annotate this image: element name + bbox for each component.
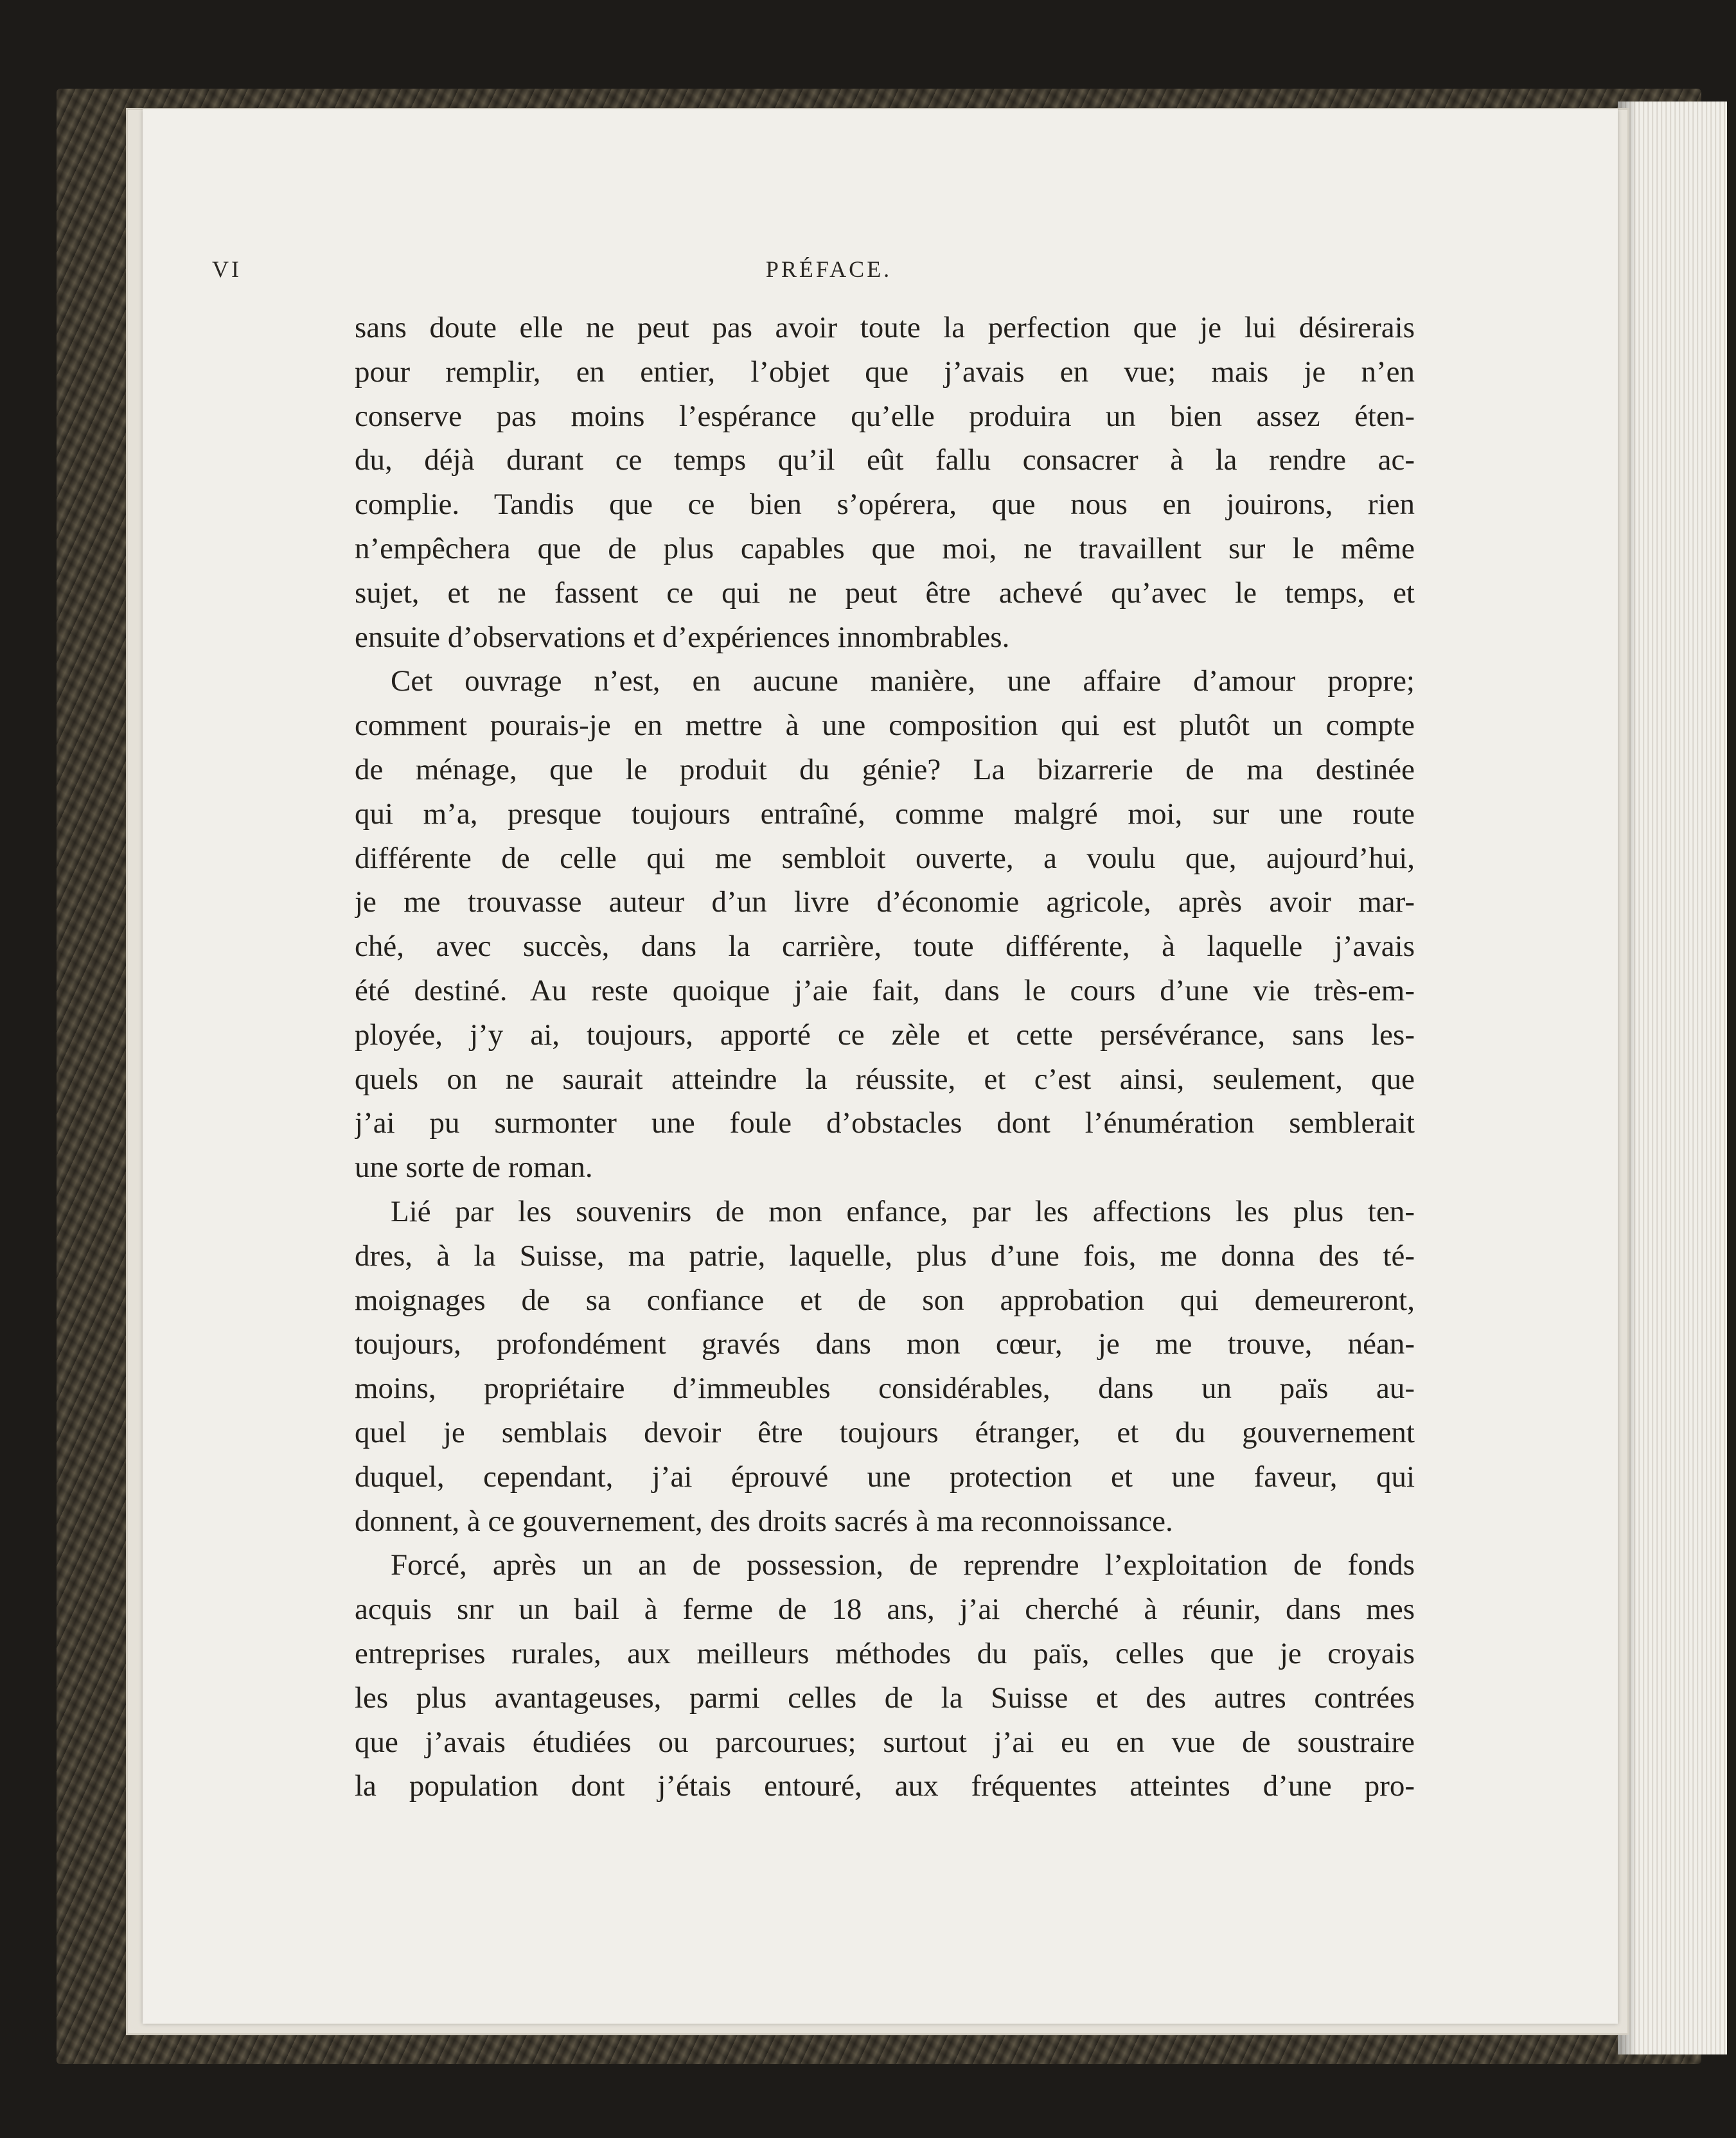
text-line: n’empêchera que de plus capables que moi, ne travaillent sur le même [355,531,1415,565]
body-text [355,306,1415,1808]
text-line: donnent, à ce gouvernement, des droits sacrés à ma reconnoissance. [355,1504,1173,1538]
text-line: Forcé, après un an de possession, de reprendre l’exploitation de fonds [391,1548,1415,1582]
text-line: quels on ne saurait atteindre la réussite, et c’est ainsi, seulement, que [355,1062,1415,1096]
text-line: été destiné. Au reste quoique j’aie fait, dans le cours d’une vie très-em- [355,973,1415,1007]
text-line: toujours, profondément gravés dans mon cœur, je me trouve, néan- [355,1327,1415,1361]
text-line: une sorte de roman. [355,1151,593,1185]
text-line: qui m’a, presque toujours entraîné, comme malgré moi, sur une route [355,797,1415,831]
text-line: quel je semblais devoir être toujours étranger, et du gouvernement [355,1415,1415,1449]
text-line: j’ai pu surmonter une foule d’obstacles dont l’énumération semblerait [355,1106,1415,1140]
text-line: ensuite d’observations et d’expériences innombrables. [355,620,1010,654]
text-line: acquis snr un bail à ferme de 18 ans, j’ai cherché à réunir, dans mes [355,1593,1415,1627]
text-line: conserve pas moins l’espérance qu’elle produira un bien assez éten- [355,399,1415,433]
text-line: duquel, cependant, j’ai éprouvé une protection et une faveur, qui [355,1460,1415,1494]
text-line: du, déjà durant ce temps qu’il eût fallu consacrer à la rendre ac- [355,443,1415,477]
running-head: PRÉFACE. [765,256,892,282]
text-line: Lié par les souvenirs de mon enfance, par les affections les plus ten- [391,1194,1415,1228]
text-line: Cet ouvrage n’est, en aucune manière, une affaire d’amour propre; [391,664,1415,698]
page-number: VI [212,256,242,282]
text-line: sans doute elle ne peut pas avoir toute la perfection que je lui désirerais [355,311,1415,344]
text-line: entreprises rurales, aux meilleurs méthodes du païs, celles que je croyais [355,1636,1415,1670]
text-line: sujet, et ne fassent ce qui ne peut être achevé qu’avec le temps, et [355,576,1415,610]
text-line: complie. Tandis que ce bien s’opérera, que nous en jouirons, rien [355,488,1415,522]
text-line: de ménage, que le produit du génie? La bizarrerie de ma destinée [355,752,1415,786]
text-line: différente de celle qui me sembloit ouverte, a voulu que, aujourd’hui, [355,841,1415,875]
text-line: ché, avec succès, dans la carrière, toute différente, à laquelle j’avais [355,930,1415,964]
text-line: moignages de sa confiance et de son approbation qui demeureront, [355,1283,1415,1317]
text-line: comment pourais-je en mettre à une composition qui est plutôt un compte [355,709,1415,743]
text-line: ployée, j’y ai, toujours, apporté ce zèle et cette persévérance, sans les- [355,1018,1415,1052]
text-line: moins, propriétaire d’immeubles considérables, dans un païs au- [355,1372,1415,1406]
text-line: je me trouvasse auteur d’un livre d’économie agricole, après avoir mar- [355,885,1415,919]
text-line: dres, à la Suisse, ma patrie, laquelle, plus d’une fois, me donna des té- [355,1239,1415,1273]
text-line: la population dont j’étais entouré, aux fréquentes atteintes d’une pro- [355,1769,1415,1803]
text-line: les plus avantageuses, parmi celles de la Suisse et des autres contrées [355,1681,1415,1715]
text-line: que j’avais étudiées ou parcourues; surtout j’ai eu en vue de soustraire [355,1725,1415,1759]
page-header [212,256,1420,294]
text-line: pour remplir, en entier, l’objet que j’avais en vue; mais je n’en [355,355,1415,389]
